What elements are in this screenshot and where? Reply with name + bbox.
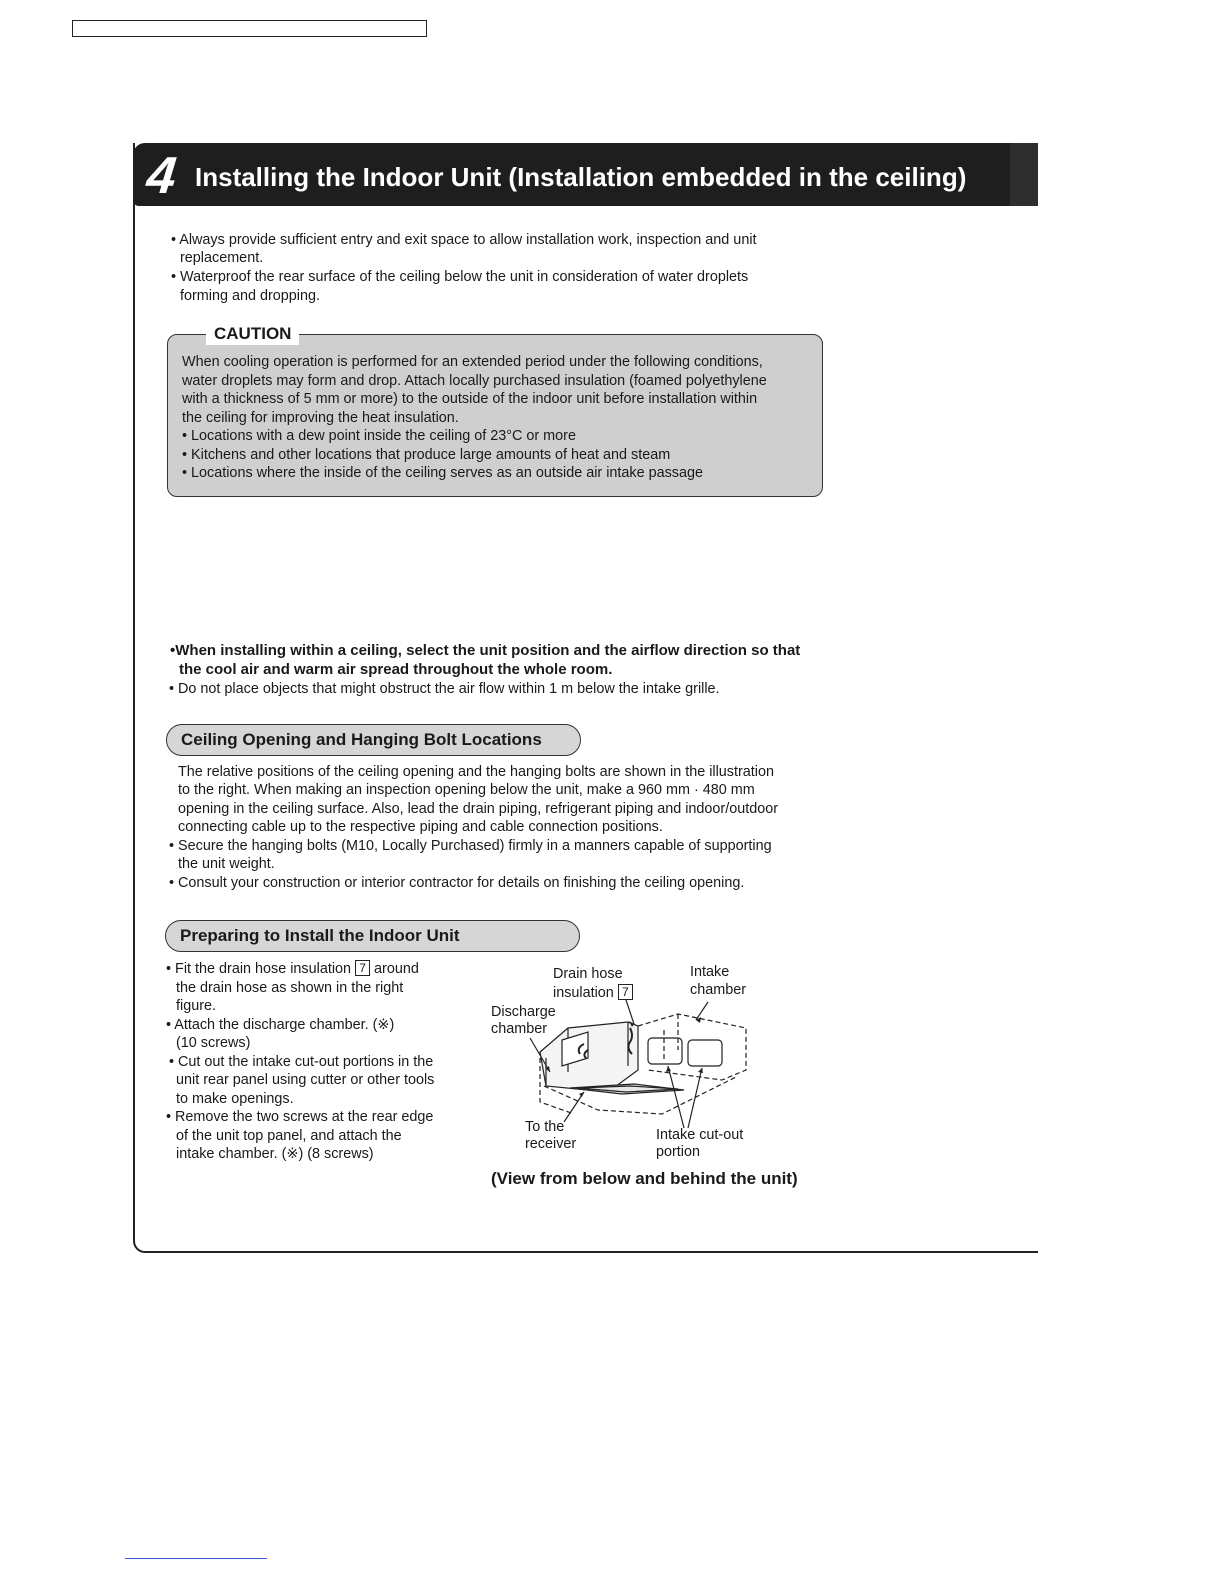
fig-label-intake-chamber: Intake — [690, 964, 730, 980]
intro-line: forming and dropping. — [180, 288, 320, 304]
caution-line: When cooling operation is performed for an extended period under the following conditions, — [182, 354, 763, 370]
position-note-bold: •When installing within a ceiling, select the unit position and the airflow direction so that — [170, 642, 801, 659]
ceiling-opening-line: opening in the ceiling surface. Also, lead the drain piping, refrigerant piping and indoor/outdoor — [178, 801, 779, 817]
fig-label-drain-hose: Drain hose — [553, 966, 623, 982]
intro-line: replacement. — [180, 250, 264, 266]
header-box — [72, 20, 427, 37]
fig-label-intake-chamber: chamber — [690, 982, 746, 998]
section-number: 4 — [143, 147, 179, 205]
preparing-line: the drain hose as shown in the right — [176, 980, 404, 996]
intro-line: • Always provide sufficient entry and exit space to allow installation work, inspection and unit — [171, 232, 757, 248]
caution-line: with a thickness of 5 mm or more) to the outside of the indoor unit before installation within — [182, 391, 758, 407]
preparing-line: • Cut out the intake cut-out portions in the — [169, 1054, 434, 1070]
preparing-line: • Remove the two screws at the rear edge — [166, 1109, 434, 1125]
preparing-line: of the unit top panel, and attach the — [176, 1128, 402, 1144]
section-title: Installing the Indoor Unit (Installation embedded in the ceiling) — [195, 162, 967, 192]
caution-line: the ceiling for improving the heat insulation. — [182, 410, 459, 426]
fig-label-discharge: chamber — [491, 1021, 547, 1037]
ceiling-opening-line: • Secure the hanging bolts (M10, Locally Purchased) firmly in a manners capable of supporting — [169, 838, 772, 854]
position-note-bold: the cool air and warm air spread throughout the whole room. — [179, 661, 613, 678]
caution-label: CAUTION — [206, 323, 299, 345]
intro-line: • Waterproof the rear surface of the ceiling below the unit in consideration of water droplets — [171, 269, 749, 285]
ceiling-opening-line: connecting cable up to the respective piping and cable connection positions. — [178, 819, 663, 835]
fig-label-cutout: Intake cut-out — [656, 1127, 744, 1143]
ceiling-opening-heading: Ceiling Opening and Hanging Bolt Locations — [166, 724, 581, 756]
ceiling-opening-line: to the right. When making an inspection opening below the unit, make a 960 mm · 480 mm — [178, 782, 755, 798]
fig-label-cutout: portion — [656, 1144, 701, 1160]
preparing-line: to make openings. — [176, 1091, 294, 1107]
indoor-unit-illustration — [488, 962, 768, 1167]
preparing-line: intake chamber. (※) (8 screws) — [176, 1146, 374, 1162]
ceiling-opening-line: the unit weight. — [178, 856, 275, 872]
ceiling-opening-line: • Consult your construction or interior contractor for details on finishing the ceiling opening. — [169, 875, 745, 891]
preparing-line: figure. — [176, 998, 216, 1014]
footer-link-underline — [125, 1558, 267, 1559]
preparing-line: unit rear panel using cutter or other tools — [176, 1072, 435, 1088]
caution-line: • Locations where the inside of the ceiling serves as an outside air intake passage — [182, 465, 704, 481]
fig-label-receiver: To the — [525, 1119, 565, 1135]
preparing-heading: Preparing to Install the Indoor Unit — [165, 920, 580, 952]
caution-line: • Kitchens and other locations that produce large amounts of heat and steam — [182, 447, 671, 463]
ceiling-opening-line: The relative positions of the ceiling opening and the hanging bolts are shown in the illustration — [178, 764, 774, 780]
preparing-line: (10 screws) — [176, 1035, 251, 1051]
caution-line: • Locations with a dew point inside the ceiling of 23°C or more — [182, 428, 576, 444]
fig-label-drain-hose: insulation 7 — [553, 984, 633, 1003]
figure-caption: (View from below and behind the unit) — [491, 1169, 798, 1188]
caution-line: water droplets may form and drop. Attach locally purchased insulation (foamed polyethylene — [182, 373, 767, 389]
fig-label-discharge: Discharge — [491, 1004, 556, 1020]
preparing-line: • Fit the drain hose insulation 7 around — [166, 961, 419, 977]
position-note: • Do not place objects that might obstruct the air flow within 1 m below the intake grille. — [169, 681, 720, 697]
fig-label-receiver: receiver — [525, 1136, 577, 1152]
preparing-line: • Attach the discharge chamber. (※) — [166, 1017, 395, 1033]
